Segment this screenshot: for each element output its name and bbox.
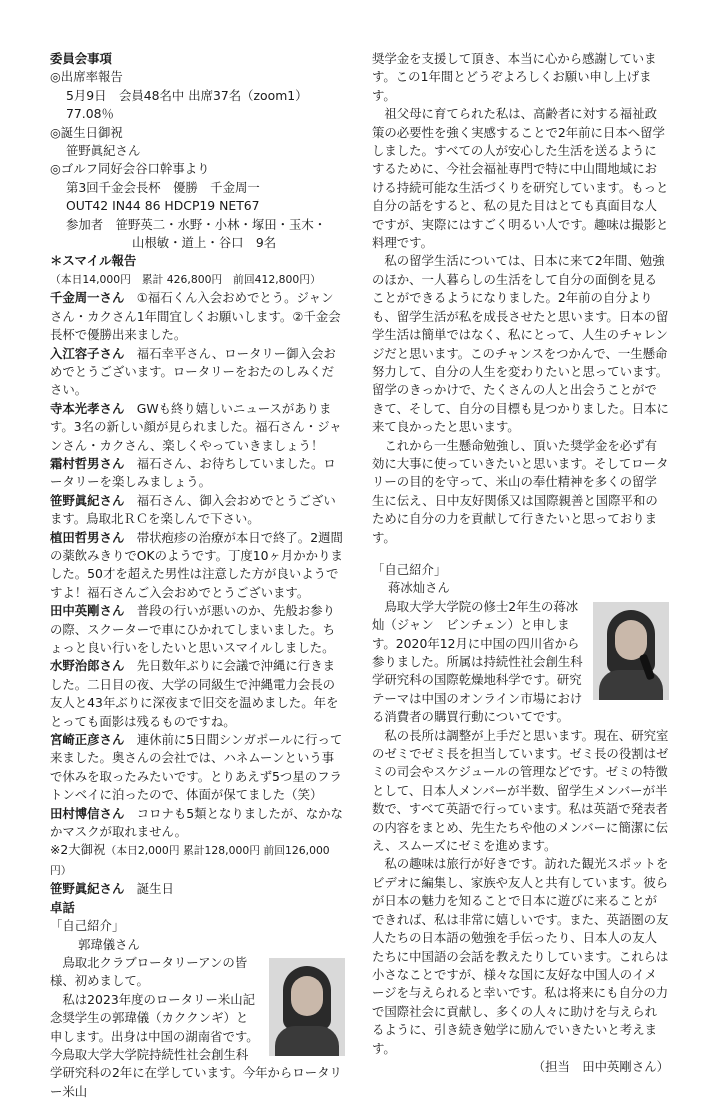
speaker1-paragraph: 鳥取北クラブロータリーアンの皆様、初めまして。 (50, 954, 248, 989)
speaker2-paragraph: 私の趣味は旅行が好きです。訪れた観光スポットをビデオに編集し、家族や友人と共有しています。彼らが日本の魅力を知ることで日本に遊びに来ることができれば、私は非常に嬉しいです。また、英語圏の友人たちの日本語の勉強を手伝ったり、日本人の友人たちに中国語の会話を教えたりしています。これらは小さなことですが、様々な国に友好な中国人のイメージを与えられると幸いです。私は将来にも自分の力で国際社会に貢献し、多くの人々に助けを与えられるように、引き続き勉学に励んでいきたいと考えます。 (372, 856, 669, 1056)
golf-line: 第3回千金会長杯 優勝 千金周一 (66, 179, 260, 195)
smile-name: 宮崎正彦さん (50, 732, 125, 748)
smile-entry (50, 657, 345, 731)
committee-heading: 委員会事項 (50, 51, 112, 66)
smile-text: 連休前に5日間シンガポールに行って来ました。奥さんの会社では、ハネムーンという事で休みを取ったみたいです。とりあえず5つ星のフラトンベイに泊ったので、体面が保てました（笑） (50, 732, 343, 803)
bigsmile-name: 笹野眞紀さん (50, 881, 125, 897)
smile-name: 水野治郎さん (50, 658, 125, 674)
smile-name: 田中英剛さん (50, 603, 125, 619)
speaker1-paragraph: 私は2023年度のロータリー米山記念奨学生の郭瑋儀（カククンギ）と申します。出身は中国の湖南省です。今鳥取大学大学院持続性社会創生科学研究科の2年に在学しています。今年からロータリー米山 (50, 991, 342, 1099)
golf-line: OUT42 IN44 86 HDCP19 NET67 (66, 198, 260, 214)
speaker2-name: 蒋冰灿さん (388, 580, 450, 596)
speaker2-photo (593, 602, 669, 700)
smile-entry (50, 602, 345, 657)
smile-name: 笹野眞紀さん (50, 492, 125, 508)
smile-entry (50, 529, 345, 603)
bigsmile-label: ※2大御祝 (50, 842, 106, 858)
smile-totals: （本日14,000円 累計 426,800円 前回412,800円） (50, 272, 321, 286)
smile-name: 入江容子さん (50, 345, 125, 361)
smile-text: 先日数年ぶりに会議で沖縄に行きました。二日目の夜、大学の同級生で沖縄電力会長の友人と43年ぶりに深夜まで旧交を温めました。年をとっても面影は残るものですね。 (50, 658, 339, 729)
smile-entry (50, 492, 345, 529)
intro-label: 「自己紹介」 (372, 561, 447, 577)
golf-label: ◎ゴルフ同好会谷口幹事より (50, 161, 210, 177)
intro-label: 「自己紹介」 (50, 918, 125, 934)
smile-text: コロナも5類となりましたが、なかなかマスクが取れません。 (50, 805, 343, 840)
section-gap (372, 547, 669, 561)
bigsmile-entry (50, 880, 345, 898)
golf-line: 参加者 笹野英二・水野・小林・塚田・玉木・ (66, 216, 327, 232)
smile-list (50, 289, 345, 841)
smile-entry (50, 400, 345, 455)
left-column (50, 50, 345, 1101)
speaker1-paragraph: 祖父母に育てられた私は、高齢者に対する福祉政策の必要性を強く実感することで2年前に日本へ留学しました。すべての人が安心した生活を送るようにするために、今社会福祉専門で特に中山間地域における持続可能な生活づくりを研究しています。もっと自分の話をすると、私の見た目はとても真面目な人ですが、実際にはすごく明るい人です。趣味は撮影と料理です。 (372, 106, 669, 251)
smile-entry (50, 805, 345, 842)
speaker1-paragraph: これから一生懸命勉強し、頂いた奨学金を必ず有効に大事に使っていきたいと思います。そしてロータリーの目的を守って、米山の奉仕精神を多くの留学生に伝え、日中友好関係又は国際親善と国際平和のために自分の力を貢献して行きたいと思っております。 (372, 437, 669, 545)
birthday-label: ◎誕生日御祝 (50, 124, 123, 140)
golf-line: 山根敏・道上・谷口 9名 (132, 235, 277, 251)
smile-entry (50, 455, 345, 492)
bigsmile-line (50, 841, 345, 880)
smile-name: 千金周一さん (50, 290, 125, 306)
smile-text: ①福石くん入会おめでとう。ジャンさん・カクさん1年間宜しくお願いします。②千金会長杯で優勝出来ました。 (50, 290, 341, 343)
right-column (372, 50, 669, 1076)
speaker2-paragraph: 鳥取大学大学院の修士2年生の蒋冰灿（ジャン ビンチェン）と申します。2020年12月に中国の四川省から参りました。所属は持続性社会創生科学研究科の国際乾燥地科学です。研究テーマは中国のオンライン市場における消費者の購買行動についてです。 (372, 598, 583, 725)
smile-text: 福石幸平さん、ロータリー御入会おめでとうございます。ロータリーをおたのしみください。 (50, 345, 336, 398)
speaker1-continued: 奨学金を支援して頂き、本当に心から感謝しています。この1年間とどうぞよろしくお願い申し上げます。 (372, 51, 657, 103)
smile-text: 普段の行いが悪いのか、先般お参りの際、スクーターで車にひかれてしまいました。ちょっと良い行いをしたいと思いスマイルしました。 (50, 603, 335, 655)
bigsmile-reason: 誕生日 (136, 881, 174, 897)
smile-heading: ＊スマイル報告 (50, 253, 137, 269)
speaker2-paragraph: 私の長所は調整が上手だと思います。現在、研究室のゼミでゼミ長を担当しています。ゼミ長の役割はゼミの司会やスケジュールの管理などです。ゼミの特徴として、日本人メンバーが半数、留学生メンバーが半数で、すべて英語で行っています。私は英語で発表者の内容をまとめ、先生たちや他のメンバーに簡潔に伝え、スムーズにゼミを進めます。 (372, 727, 669, 854)
credit-line: （担当 田中英剛さん） (532, 1058, 669, 1074)
smile-text: 福石さん、お待ちしていました。ロータリーを楽しみましょう。 (50, 455, 336, 490)
attendance-label: ◎出席率報告 (50, 69, 123, 85)
speaker1-photo (269, 958, 345, 1056)
speaker1-paragraph: 私の留学生活については、日本に来て2年間、勉強のほか、一人暮らしの生活をして自分の面倒を見ることができるようになりました。2年前の自分よりも、留学生活が私を成長させたと思います。日本の留学生活は簡単ではなく、私にとって、人生のチャレンジだと思います。このチャンスをつかんで、一生懸命努力して、自分の人生を変わりたいと思っています。留学のきっかけで、たくさんの人と出会うことができて、そして、自分の目標も見つかりました。日本に来て良かったと思います。 (372, 253, 669, 435)
smile-name: 寺本光孝さん (50, 400, 125, 416)
smile-entry (50, 289, 345, 344)
speaker1-name: 郭瑋儀さん (78, 936, 140, 952)
smile-name: 田村博信さん (50, 805, 125, 821)
smile-name: 霜村哲男さん (50, 455, 125, 471)
birthday-name: 笹野眞紀さん (66, 143, 141, 159)
attendance-text: 5月9日 会員48名中 出席37名（zoom1）77.08％ (66, 87, 308, 122)
smile-text: 福石さん、御入会おめでとうございます。鳥取北ＲＣを楽しんで下さい。 (50, 492, 336, 527)
smile-name: 植田哲男さん (50, 529, 125, 545)
smile-entry (50, 345, 345, 400)
smile-text: GWも終り嬉しいニュースがあります。3名の新しい顔が見られました。福石さん・ジャンさん・カクさん、楽しくやっていきましょう！ (50, 400, 342, 453)
smile-entry (50, 731, 345, 805)
smile-text: 帯状疱疹の治療が本日で終了。2週間の薬飲みきりでOKのようです。丁度10ヶ月かかりました。50才を超えた男性は注意した方が良いようですよ！福石さんご入会おめでとうございます。 (50, 529, 343, 600)
talk-heading: 卓話 (50, 899, 75, 915)
bigsmile-totals: （本日2,000円 累計128,000円 前回126,000円） (50, 844, 330, 877)
